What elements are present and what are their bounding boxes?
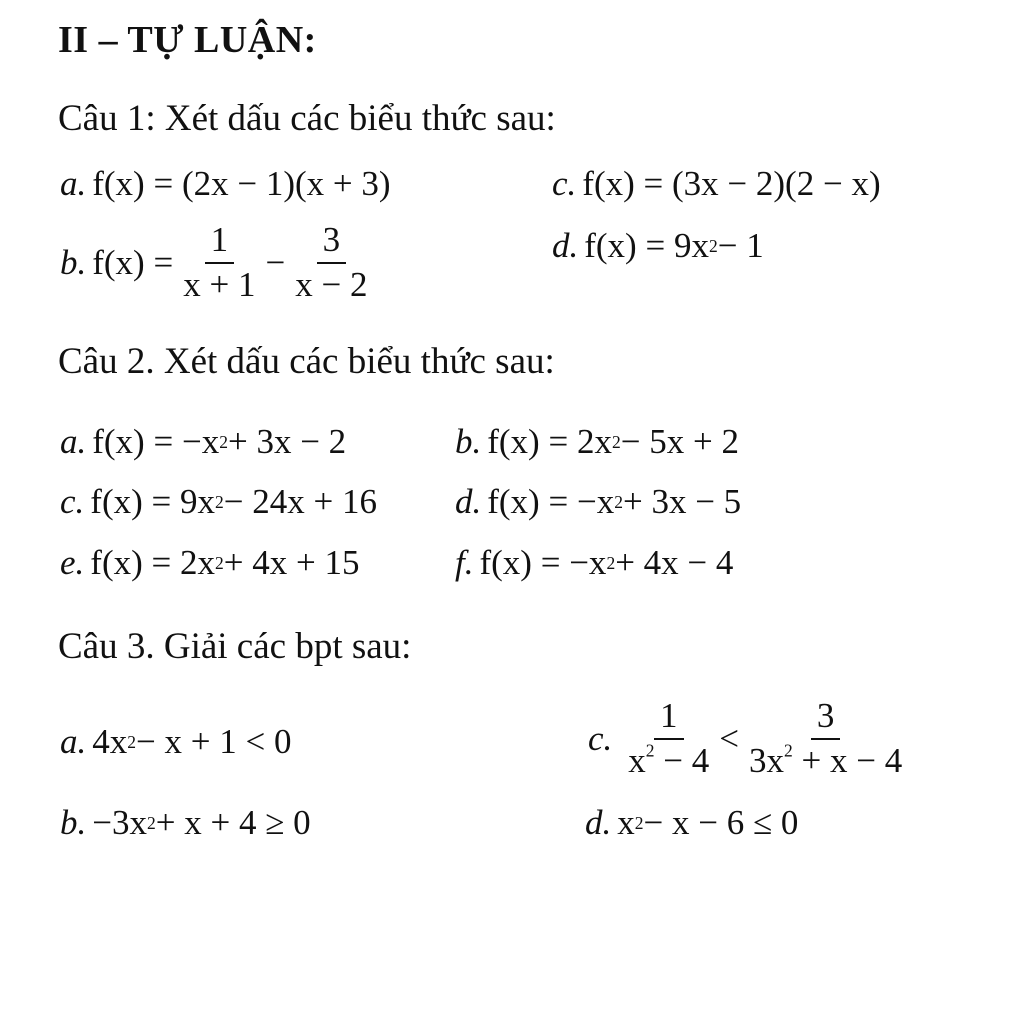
q3-a-expr-pre: 4x	[92, 722, 128, 761]
q2-e-label: e.	[60, 543, 85, 582]
q3-d-expr-pre: x	[617, 803, 635, 842]
q3-item-a: a. 4x 2 − x + 1 < 0	[60, 722, 292, 761]
q1-c-expression: f(x) = (3x − 2)(2 − x)	[582, 164, 881, 203]
q1-b-label: b.	[60, 242, 87, 282]
q3-c-label: c.	[588, 718, 613, 758]
q3-a-label: a.	[60, 722, 87, 761]
q2-item-a: a. f(x) = −x 2 + 3x − 2	[60, 422, 347, 461]
q2-item-c: c. f(x) = 9x 2 − 24x + 16	[60, 482, 377, 521]
q2-e-expr-post: + 4x + 15	[223, 543, 360, 582]
q2-item-f: f. f(x) = −x 2 + 4x − 4	[455, 543, 734, 582]
fraction-numerator: 3	[811, 698, 841, 740]
q2-d-label: d.	[455, 482, 482, 521]
question-2-heading: Câu 2. Xét dấu các biểu thức sau:	[58, 341, 555, 382]
fraction-denominator	[622, 740, 715, 780]
q2-e-expr-pre: f(x) = 2x	[90, 543, 216, 582]
q1-b-lhs: f(x) =	[92, 242, 174, 282]
q3-b-expr-post: + x + 4 ≥ 0	[155, 803, 311, 842]
exponent: 2	[784, 740, 793, 760]
fraction-denominator: x + 1	[183, 264, 256, 304]
q1-item-b	[60, 222, 377, 304]
q1-d-label: d.	[552, 226, 579, 265]
q2-f-expr-post: + 4x − 4	[615, 543, 734, 582]
q2-item-d: d. f(x) = −x 2 + 3x − 5	[455, 482, 742, 521]
q2-b-expr-post: − 5x + 2	[620, 422, 739, 461]
fraction-denominator: x − 2	[295, 264, 368, 304]
q2-c-expr-post: − 24x + 16	[223, 482, 377, 521]
q2-b-expr-pre: f(x) = 2x	[487, 422, 612, 461]
q3-b-expr-pre: −3x	[92, 803, 147, 842]
den-post: − 4	[654, 740, 710, 780]
q3-c-fraction-2	[743, 698, 908, 780]
den-pre: x	[628, 740, 646, 780]
question-3-heading: Câu 3. Giải các bpt sau:	[58, 626, 412, 667]
q2-a-label: a.	[60, 422, 87, 461]
q1-b-operator: −	[265, 242, 286, 282]
q3-item-c	[588, 698, 912, 780]
q3-item-d: d. x 2 − x − 6 ≤ 0	[585, 803, 799, 842]
section-title: II – TỰ LUẬN:	[58, 19, 317, 61]
q1-b-fraction-1	[177, 222, 261, 304]
q2-a-expr-post: + 3x − 2	[227, 422, 347, 461]
q3-d-label: d.	[585, 803, 612, 842]
exponent: 2	[645, 740, 655, 760]
q2-d-expr-post: + 3x − 5	[622, 482, 742, 521]
q3-c-fraction-1	[622, 698, 715, 780]
den-pre: 3x	[749, 740, 785, 780]
q1-item-c	[552, 164, 881, 204]
q2-item-b: b. f(x) = 2x 2 − 5x + 2	[455, 422, 739, 461]
q1-c-label: c.	[552, 164, 577, 203]
question-1-heading: Câu 1: Xét dấu các biểu thức sau:	[58, 98, 556, 139]
fraction-numerator: 1	[205, 222, 235, 264]
q1-item-a	[60, 164, 391, 204]
q1-item-d: d. f(x) = 9x 2 − 1	[552, 226, 764, 265]
q2-a-expr-pre: f(x) = −x	[92, 422, 220, 461]
q2-c-label: c.	[60, 482, 85, 521]
q1-a-expression: f(x) = (2x − 1)(x + 3)	[92, 164, 391, 203]
q3-item-b: b. −3x 2 + x + 4 ≥ 0	[60, 803, 311, 842]
q2-f-label: f.	[455, 543, 474, 582]
q3-d-expr-post: − x − 6 ≤ 0	[643, 803, 799, 842]
q1-b-fraction-2	[289, 222, 373, 304]
fraction-denominator	[743, 740, 908, 780]
q1-a-label: a.	[60, 164, 87, 203]
fraction-numerator: 1	[654, 698, 684, 740]
q3-a-expr-post: − x + 1 < 0	[136, 722, 292, 761]
q2-item-e: e. f(x) = 2x 2 + 4x + 15	[60, 543, 360, 582]
den-post: + x − 4	[792, 740, 903, 780]
q2-f-expr-pre: f(x) = −x	[479, 543, 607, 582]
q3-c-operator: <	[719, 718, 740, 758]
q3-b-label: b.	[60, 803, 87, 842]
q1-d-expr-post: − 1	[717, 226, 764, 265]
q2-d-expr-pre: f(x) = −x	[487, 482, 615, 521]
q2-b-label: b.	[455, 422, 482, 461]
q2-c-expr-pre: f(x) = 9x	[90, 482, 216, 521]
q1-d-expr-pre: f(x) = 9x	[584, 226, 709, 265]
fraction-numerator: 3	[317, 222, 347, 264]
